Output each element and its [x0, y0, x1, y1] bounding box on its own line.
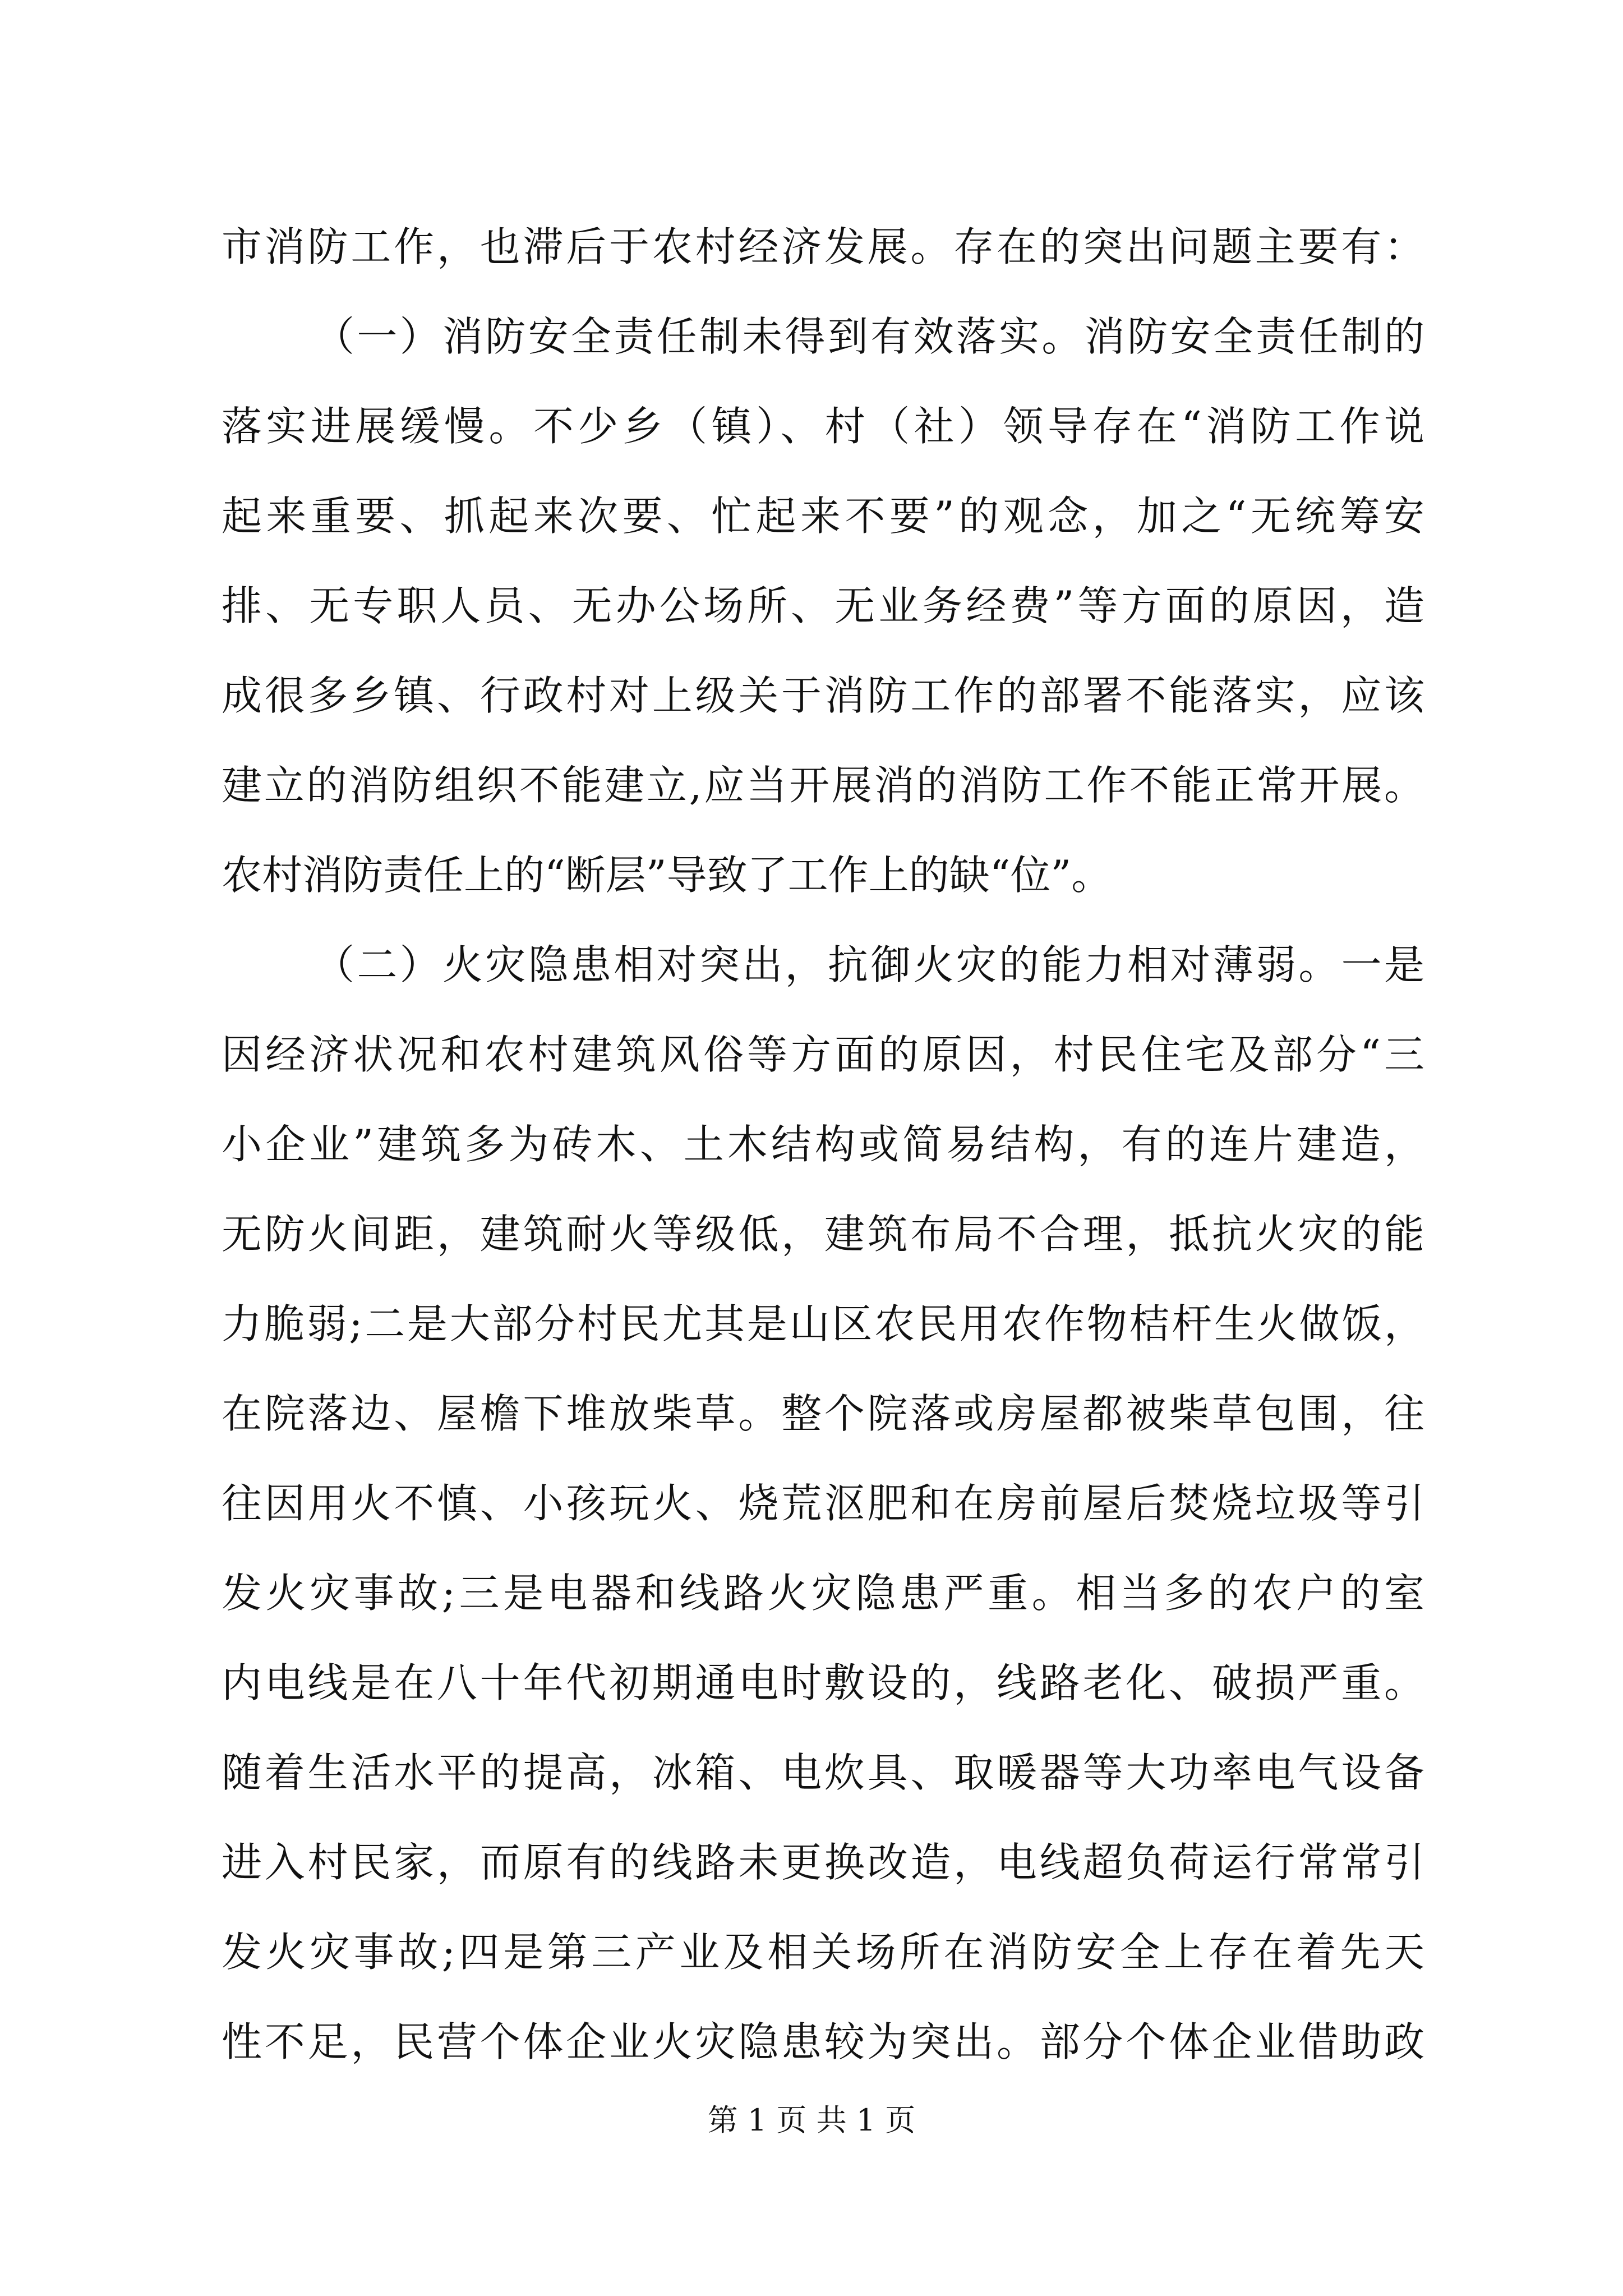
text-line: 小企业”建筑多为砖木、土木结构或简易结构，有的连片建造，: [222, 1121, 1424, 1168]
text-line: 发火灾事故;三是电器和线路火灾隐患严重。相当多的农户的室: [222, 1570, 1424, 1617]
text-line: 落实进展缓慢。不少乡（镇）、村（社）领导存在“消防工作说: [222, 403, 1424, 450]
text-line: 在院落边、屋檐下堆放柴草。整个院落或房屋都被柴草包围，往: [222, 1390, 1424, 1437]
text-line: 排、无专职人员、无办公场所、无业务经费”等方面的原因，造: [222, 582, 1424, 629]
paragraph-heading-line: （二）火灾隐患相对突出，抗御火灾的能力相对薄弱。一是: [314, 941, 1424, 988]
page-number-footer: 第 1 页 共 1 页: [707, 2102, 916, 2138]
text-line: 市消防工作，也滞后于农村经济发展。存在的突出问题主要有：: [222, 223, 1424, 270]
body-text: [222, 202, 1424, 2087]
text-line: 起来重要、抓起来次要、忙起来不要”的观念，加之“无统筹安: [222, 493, 1424, 540]
text-line: 往因用火不慎、小孩玩火、烧荒沤肥和在房前屋后焚烧垃圾等引: [222, 1480, 1424, 1527]
text-line: 因经济状况和农村建筑风俗等方面的原因，村民住宅及部分“三: [222, 1031, 1424, 1078]
text-line: 力脆弱;二是大部分村民尤其是山区农民用农作物桔杆生火做饭，: [222, 1300, 1424, 1347]
text-line: 农村消防责任上的“断层”导致了工作上的缺“位”。: [222, 852, 1112, 899]
text-line: 建立的消防组织不能建立,应当开展消的消防工作不能正常开展。: [222, 762, 1424, 809]
text-line: 发火灾事故;四是第三产业及相关场所在消防安全上存在着先天: [222, 1929, 1424, 1976]
text-line: 性不足，民营个体企业火灾隐患较为突出。部分个体企业借助政: [222, 2018, 1424, 2065]
paragraph-heading-line: （一）消防安全责任制未得到有效落实。消防安全责任制的: [314, 313, 1424, 360]
text-line: 成很多乡镇、行政村对上级关于消防工作的部署不能落实，应该: [222, 672, 1424, 719]
text-line: 无防火间距，建筑耐火等级低，建筑布局不合理，抵抗火灾的能: [222, 1211, 1424, 1258]
text-line: 进入村民家，而原有的线路未更换改造，电线超负荷运行常常引: [222, 1839, 1424, 1886]
text-line: 随着生活水平的提高，冰箱、电炊具、取暖器等大功率电气设备: [222, 1749, 1424, 1796]
text-line: 内电线是在八十年代初期通电时敷设的，线路老化、破损严重。: [222, 1659, 1424, 1706]
